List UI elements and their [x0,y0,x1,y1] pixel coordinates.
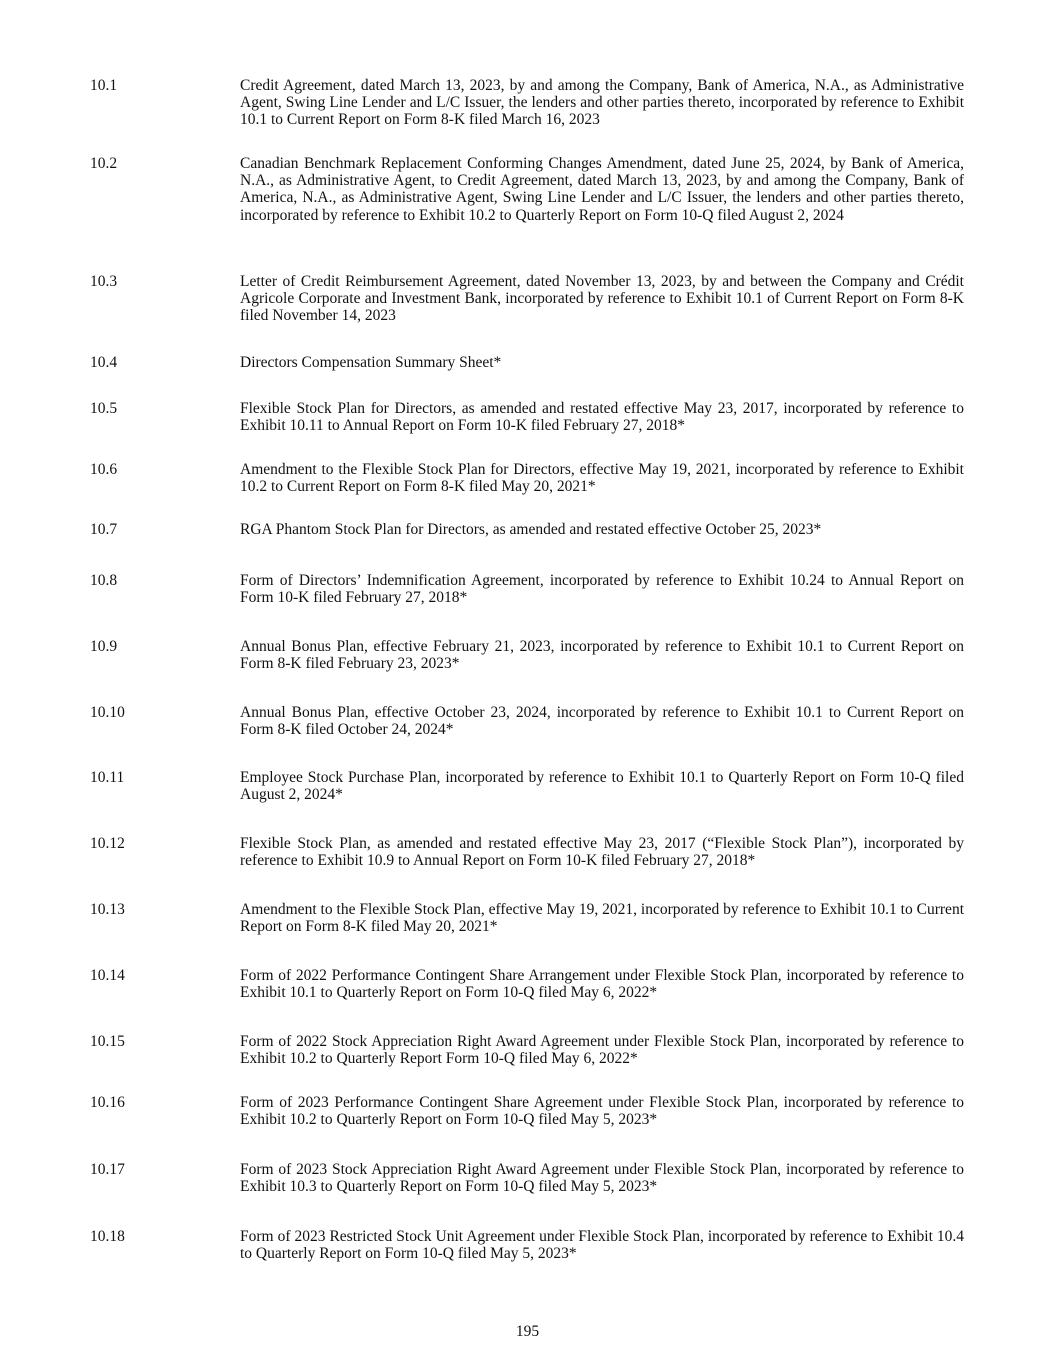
exhibit-description: Employee Stock Purchase Plan, incorporated by reference to Exhibit 10.1 to Quarterly Report on Form 10-Q filed August 2, 2024* [240,769,964,804]
exhibit-description: Amendment to the Flexible Stock Plan, effective May 19, 2021, incorporated by reference to Exhibit 10.1 to Current Report on Form 8-K filed May 20, 2021* [240,901,964,936]
exhibit-number: 10.18 [90,1228,125,1245]
exhibit-number: 10.9 [90,638,118,655]
exhibit-description: Credit Agreement, dated March 13, 2023, by and among the Company, Bank of America, N.A., as Administrative Agent, Swing Line Lender and L/C Issuer, the lenders and other parties thereto, incorporated by reference to Exhibit 10.1 to Current Report on Form 8-K filed March 16, 2023 [240,77,964,129]
exhibit-number: 10.17 [90,1161,125,1178]
exhibit-description: Form of 2023 Restricted Stock Unit Agreement under Flexible Stock Plan, incorporated by reference to Exhibit 10.4 to Quarterly Report on Form 10-Q filed May 5, 2023* [240,1228,964,1263]
exhibit-number: 10.5 [90,400,118,417]
exhibit-description: Amendment to the Flexible Stock Plan for Directors, effective May 19, 2021, incorporated by reference to Exhibit 10.2 to Current Report on Form 8-K filed May 20, 2021* [240,461,964,496]
exhibit-number: 10.4 [90,354,118,371]
exhibit-number: 10.1 [90,77,118,94]
exhibit-description: Annual Bonus Plan, effective October 23, 2024, incorporated by reference to Exhibit 10.1 to Current Report on Form 8-K filed October 24, 2024* [240,704,964,739]
exhibit-description: Flexible Stock Plan, as amended and restated effective May 23, 2017 (“Flexible Stock Plan”), incorporated by reference to Exhibit 10.9 to Annual Report on Form 10-K filed February 27, 2018* [240,835,964,870]
exhibit-description: Form of 2022 Performance Contingent Share Arrangement under Flexible Stock Plan, incorporated by reference to Exhibit 10.1 to Quarterly Report on Form 10-Q filed May 6, 2022* [240,967,964,1002]
exhibit-number: 10.14 [90,967,125,984]
exhibit-description: Form of 2022 Stock Appreciation Right Award Agreement under Flexible Stock Plan, incorporated by reference to Exhibit 10.2 to Quarterly Report Form 10-Q filed May 6, 2022* [240,1033,964,1068]
exhibit-number: 10.12 [90,835,125,852]
exhibit-number: 10.6 [90,461,118,478]
exhibit-number: 10.3 [90,273,118,290]
exhibit-description: Form of 2023 Stock Appreciation Right Award Agreement under Flexible Stock Plan, incorporated by reference to Exhibit 10.3 to Quarterly Report on Form 10-Q filed May 5, 2023* [240,1161,964,1196]
exhibit-description: Directors Compensation Summary Sheet* [240,354,502,371]
exhibit-number: 10.8 [90,572,118,589]
exhibit-description: Letter of Credit Reimbursement Agreement, dated November 13, 2023, by and between the Company and Crédit Agricole Corporate and Investment Bank, incorporated by reference to Exhibit 10.1 of Current Report on Form 8-K filed November 14, 2023 [240,273,964,325]
page-number: 195 [515,1323,540,1340]
exhibit-description: Form of 2023 Performance Contingent Share Agreement under Flexible Stock Plan, incorporated by reference to Exhibit 10.2 to Quarterly Report on Form 10-Q filed May 5, 2023* [240,1094,964,1129]
exhibit-description: Annual Bonus Plan, effective February 21, 2023, incorporated by reference to Exhibit 10.1 to Current Report on Form 8-K filed February 23, 2023* [240,638,964,673]
exhibit-number: 10.10 [90,704,125,721]
exhibit-number: 10.7 [90,521,118,538]
exhibit-description: Flexible Stock Plan for Directors, as amended and restated effective May 23, 2017, incorporated by reference to Exhibit 10.11 to Annual Report on Form 10-K filed February 27, 2018* [240,400,964,435]
exhibit-number: 10.13 [90,901,125,918]
exhibit-number: 10.16 [90,1094,125,1111]
exhibit-number: 10.11 [90,769,125,786]
exhibit-number: 10.2 [90,155,118,172]
exhibit-description: Canadian Benchmark Replacement Conforming Changes Amendment, dated June 25, 2024, by Bank of America, N.A., as Administrative Agent, to Credit Agreement, dated March 13, 2023, by and among the Company, Bank of America, N.A., as Administrative Agent, Swing Line Lender and L/C Issuer, the lenders and other parties thereto, incorporated by reference to Exhibit 10.2 to Quarterly Report on Form 10-Q filed August 2, 2024 [240,155,964,224]
exhibit-number: 10.15 [90,1033,125,1050]
exhibit-description: RGA Phantom Stock Plan for Directors, as amended and restated effective October 25, 2023* [240,521,822,538]
exhibit-description: Form of Directors’ Indemnification Agreement, incorporated by reference to Exhibit 10.24 to Annual Report on Form 10-K filed February 27, 2018* [240,572,964,607]
